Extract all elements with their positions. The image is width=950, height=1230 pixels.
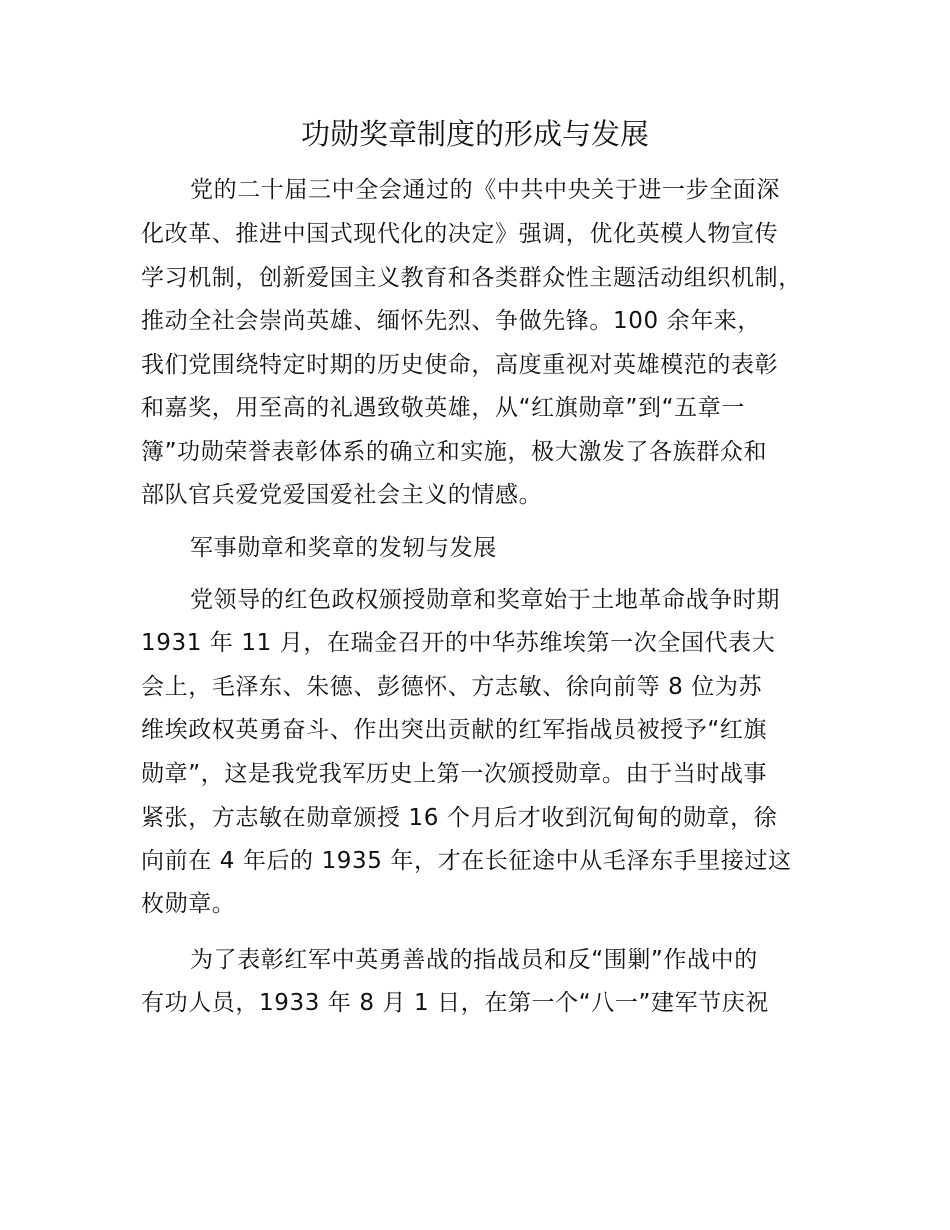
paragraph-line: 枚勋章。 bbox=[141, 891, 236, 917]
paragraph-line: 向前在 4 年后的 1935 年，才在长征途中从毛泽东手里接过这 bbox=[141, 848, 792, 874]
paragraph-line: 有功人员，1933 年 8 月 1 日，在第一个“八一”建军节庆祝 bbox=[141, 990, 769, 1016]
section-subheading: 军事勋章和奖章的发轫与发展 bbox=[190, 535, 497, 561]
paragraph-line: 为了表彰红军中英勇善战的指战员和反“围剿”作战中的 bbox=[190, 947, 758, 973]
document-title: 功勋奖章制度的形成与发展 bbox=[300, 117, 649, 151]
paragraph-line: 学习机制，创新爱国主义教育和各类群众性主题活动组织机制， bbox=[141, 265, 802, 291]
paragraph-line: 党的二十届三中全会通过的《中共中央关于进一步全面深 bbox=[190, 177, 780, 203]
paragraph-line: 和嘉奖，用至高的礼遇致敬英雄，从“红旗勋章”到“五章一 bbox=[141, 395, 745, 421]
paragraph-line: 会上，毛泽东、朱德、彭德怀、方志敏、徐向前等 8 位为苏 bbox=[141, 674, 763, 700]
paragraph-line: 化改革、推进中国式现代化的决定》强调，优化英模人物宣传 bbox=[141, 221, 779, 247]
paragraph-line: 1931 年 11 月，在瑞金召开的中华苏维埃第一次全国代表大 bbox=[141, 630, 776, 656]
paragraph-line: 推动全社会崇尚英雄、缅怀先烈、争做先锋。100 余年来， bbox=[141, 308, 762, 334]
paragraph-line: 我们党围绕特定时期的历史使命，高度重视对英雄模范的表彰 bbox=[141, 352, 779, 378]
paragraph-line: 部队官兵爱党爱国爱社会主义的情感。 bbox=[141, 482, 543, 508]
paragraph-line: 维埃政权英勇奋斗、作出突出贡献的红军指战员被授予“红旗 bbox=[141, 717, 768, 743]
paragraph-line: 紧张，方志敏在勋章颁授 16 个月后才收到沉甸甸的勋章，徐 bbox=[141, 805, 778, 831]
paragraph-line: 簿”功勋荣誉表彰体系的确立和实施，极大激发了各族群众和 bbox=[141, 439, 768, 465]
paragraph-line: 勋章”，这是我党我军历史上第一次颁授勋章。由于当时战事 bbox=[141, 761, 768, 787]
paragraph-line: 党领导的红色政权颁授勋章和奖章始于土地革命战争时期 bbox=[190, 587, 780, 613]
